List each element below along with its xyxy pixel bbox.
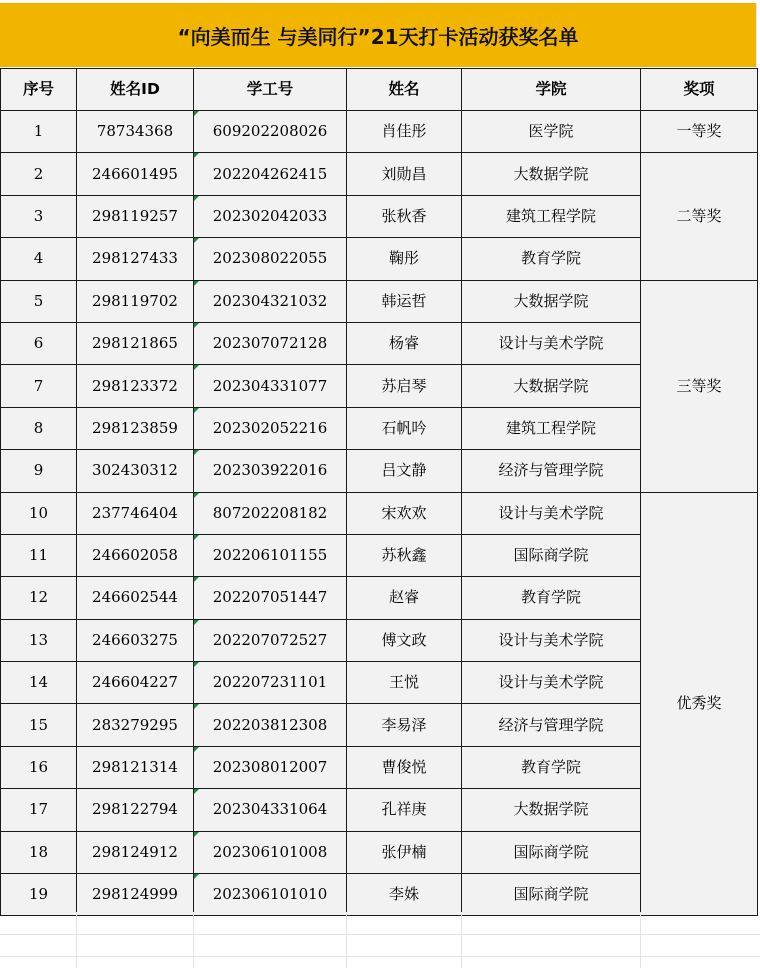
cell-name-id[interactable]: 298119702: [77, 280, 194, 322]
cell-college[interactable]: 设计与美术学院: [462, 492, 641, 534]
cell-name[interactable]: 曹俊悦: [347, 746, 462, 788]
cell-name[interactable]: 赵睿: [347, 577, 462, 619]
header-cell-college[interactable]: 学院: [462, 69, 641, 111]
cell-name[interactable]: 苏启琴: [347, 365, 462, 407]
cell-award[interactable]: 三等奖: [641, 280, 758, 492]
cell-student-id[interactable]: 202203812308: [194, 704, 347, 746]
cell-no[interactable]: 13: [1, 619, 77, 661]
cell-college[interactable]: 大数据学院: [462, 153, 641, 195]
cell-name-id[interactable]: 246601495: [77, 153, 194, 195]
table-row: [1, 492, 758, 534]
cell-student-id[interactable]: 202306101008: [194, 831, 347, 873]
cell-student-id[interactable]: 202302052216: [194, 407, 347, 449]
cell-no[interactable]: 19: [1, 874, 77, 916]
cell-name-id[interactable]: 246604227: [77, 662, 194, 704]
cell-no[interactable]: 5: [1, 280, 77, 322]
empty-column-gridline: [346, 912, 347, 968]
cell-student-id[interactable]: 202304331064: [194, 789, 347, 831]
cell-name[interactable]: 肖佳彤: [347, 111, 462, 153]
cell-award[interactable]: 二等奖: [641, 153, 758, 280]
cell-student-id[interactable]: 202207072527: [194, 619, 347, 661]
table-row: [1, 111, 758, 153]
cell-no[interactable]: 1: [1, 111, 77, 153]
cell-no[interactable]: 14: [1, 662, 77, 704]
table-row: [1, 280, 758, 322]
cell-name-id[interactable]: 246602058: [77, 534, 194, 576]
cell-college[interactable]: 经济与管理学院: [462, 704, 641, 746]
cell-no[interactable]: 2: [1, 153, 77, 195]
sheet-title[interactable]: “向美而生 与美同行”21天打卡活动获奖名单: [0, 3, 757, 67]
cell-college[interactable]: 大数据学院: [462, 280, 641, 322]
cell-college[interactable]: 教育学院: [462, 746, 641, 788]
cell-name[interactable]: 傅文政: [347, 619, 462, 661]
cell-no[interactable]: 15: [1, 704, 77, 746]
cell-no[interactable]: 8: [1, 407, 77, 449]
cell-no[interactable]: 12: [1, 577, 77, 619]
cell-no[interactable]: 4: [1, 238, 77, 280]
cell-college[interactable]: 医学院: [462, 111, 641, 153]
cell-award[interactable]: 一等奖: [641, 111, 758, 153]
cell-no[interactable]: 3: [1, 195, 77, 237]
empty-row-gridline: [0, 934, 760, 935]
cell-student-id[interactable]: 202207231101: [194, 662, 347, 704]
cell-name-id[interactable]: 298123372: [77, 365, 194, 407]
header-cell-award[interactable]: 奖项: [641, 69, 758, 111]
cell-student-id[interactable]: 202204262415: [194, 153, 347, 195]
cell-name[interactable]: 李姝: [347, 874, 462, 916]
cell-name[interactable]: 杨睿: [347, 322, 462, 364]
cell-name-id[interactable]: 298119257: [77, 195, 194, 237]
cell-college[interactable]: 设计与美术学院: [462, 619, 641, 661]
cell-name[interactable]: 王悦: [347, 662, 462, 704]
cell-student-id[interactable]: 202308012007: [194, 746, 347, 788]
header-cell-name-id[interactable]: 姓名ID: [77, 69, 194, 111]
cell-no[interactable]: 16: [1, 746, 77, 788]
cell-student-id[interactable]: 202308022055: [194, 238, 347, 280]
cell-no[interactable]: 17: [1, 789, 77, 831]
cell-no[interactable]: 10: [1, 492, 77, 534]
cell-name[interactable]: 鞠彤: [347, 238, 462, 280]
table-body: [1, 111, 758, 916]
cell-name-id[interactable]: 298121314: [77, 746, 194, 788]
cell-name-id[interactable]: 283279295: [77, 704, 194, 746]
award-table: [0, 68, 758, 916]
cell-college[interactable]: 国际商学院: [462, 874, 641, 916]
cell-college[interactable]: 建筑工程学院: [462, 195, 641, 237]
cell-student-id[interactable]: 807202208182: [194, 492, 347, 534]
cell-name[interactable]: 宋欢欢: [347, 492, 462, 534]
cell-student-id[interactable]: 202306101010: [194, 874, 347, 916]
empty-column-gridline: [193, 912, 194, 968]
cell-name-id[interactable]: 246602544: [77, 577, 194, 619]
empty-column-gridline: [640, 912, 641, 968]
cell-name[interactable]: 苏秋鑫: [347, 534, 462, 576]
header-row: [1, 69, 758, 111]
cell-college[interactable]: 经济与管理学院: [462, 450, 641, 492]
table-row: [1, 153, 758, 195]
cell-name-id[interactable]: 78734368: [77, 111, 194, 153]
header-cell-student-id[interactable]: 学工号: [194, 69, 347, 111]
cell-name-id[interactable]: 237746404: [77, 492, 194, 534]
cell-no[interactable]: 9: [1, 450, 77, 492]
cell-student-id[interactable]: 202206101155: [194, 534, 347, 576]
cell-name-id[interactable]: 298124999: [77, 874, 194, 916]
cell-college[interactable]: 教育学院: [462, 577, 641, 619]
cell-award[interactable]: 优秀奖: [641, 492, 758, 916]
cell-student-id[interactable]: 202303922016: [194, 450, 347, 492]
cell-no[interactable]: 11: [1, 534, 77, 576]
cell-college[interactable]: 教育学院: [462, 238, 641, 280]
cell-no[interactable]: 7: [1, 365, 77, 407]
cell-name-id[interactable]: 298127433: [77, 238, 194, 280]
cell-college[interactable]: 设计与美术学院: [462, 322, 641, 364]
cell-college[interactable]: 大数据学院: [462, 789, 641, 831]
cell-name-id[interactable]: 298122794: [77, 789, 194, 831]
cell-name[interactable]: 刘勋昌: [347, 153, 462, 195]
cell-no[interactable]: 18: [1, 831, 77, 873]
empty-row-gridline: [0, 956, 760, 957]
header-cell-name[interactable]: 姓名: [347, 69, 462, 111]
cell-name-id[interactable]: 298121865: [77, 322, 194, 364]
cell-name-id[interactable]: 298123859: [77, 407, 194, 449]
cell-name[interactable]: 张秋香: [347, 195, 462, 237]
cell-no[interactable]: 6: [1, 322, 77, 364]
cell-name[interactable]: 李易泽: [347, 704, 462, 746]
cell-name-id[interactable]: 246603275: [77, 619, 194, 661]
cell-student-id[interactable]: 202307072128: [194, 322, 347, 364]
cell-name-id[interactable]: 298124912: [77, 831, 194, 873]
cell-name[interactable]: 吕文静: [347, 450, 462, 492]
cell-college[interactable]: 设计与美术学院: [462, 662, 641, 704]
cell-student-id[interactable]: 202304331077: [194, 365, 347, 407]
cell-name[interactable]: 石帆吟: [347, 407, 462, 449]
cell-name[interactable]: 韩运哲: [347, 280, 462, 322]
cell-name[interactable]: 孔祥庚: [347, 789, 462, 831]
empty-column-gridline: [461, 912, 462, 968]
cell-name[interactable]: 张伊楠: [347, 831, 462, 873]
cell-college[interactable]: 国际商学院: [462, 831, 641, 873]
cell-student-id[interactable]: 202304321032: [194, 280, 347, 322]
cell-name-id[interactable]: 302430312: [77, 450, 194, 492]
cell-student-id[interactable]: 202207051447: [194, 577, 347, 619]
cell-college[interactable]: 建筑工程学院: [462, 407, 641, 449]
cell-college[interactable]: 大数据学院: [462, 365, 641, 407]
cell-student-id[interactable]: 202302042033: [194, 195, 347, 237]
cell-college[interactable]: 国际商学院: [462, 534, 641, 576]
cell-student-id[interactable]: 609202208026: [194, 111, 347, 153]
header-cell-no[interactable]: 序号: [1, 69, 77, 111]
empty-column-gridline: [76, 912, 77, 968]
